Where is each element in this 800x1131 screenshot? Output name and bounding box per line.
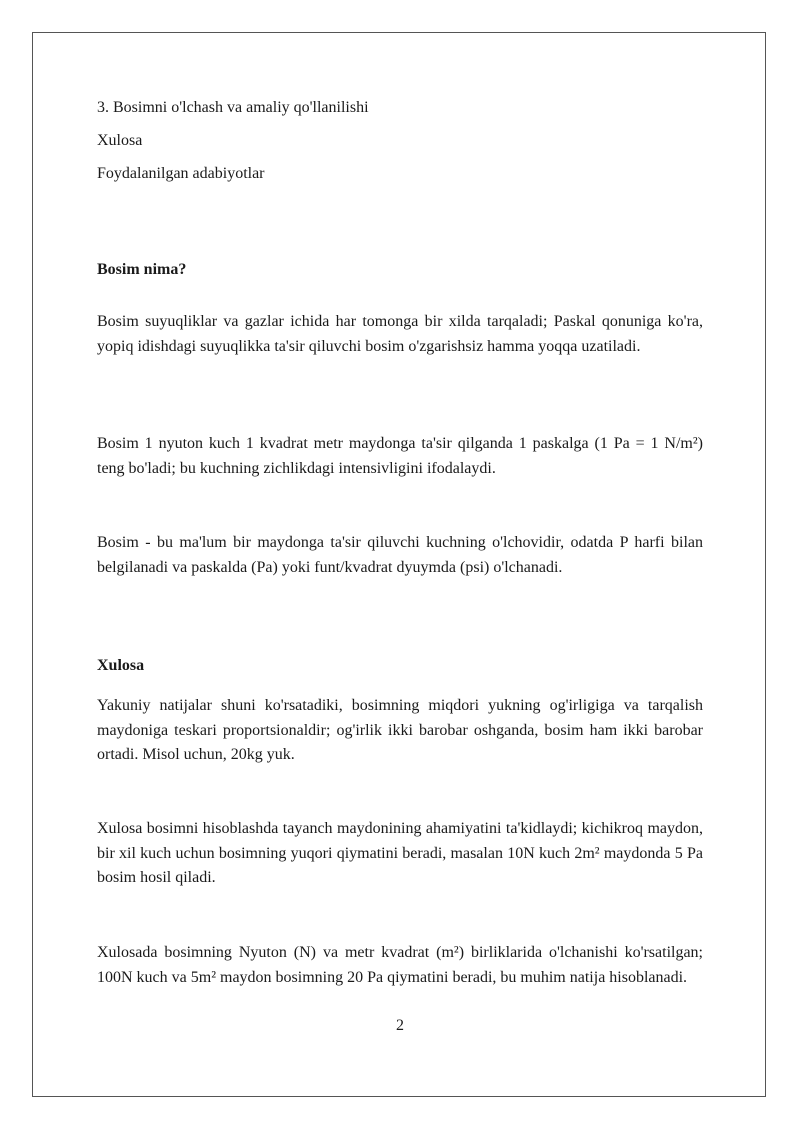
- toc-item-conclusion: Xulosa: [97, 132, 143, 149]
- paragraph-conclusion-results: Yakuniy natijalar shuni ko'rsatadiki, bosimning miqdori yukning og'irligiga va tarqalish maydoniga teskari proportsionaldir; og'irlik ikki barobar oshganda, bosim ham ikki barobar ortadi. Misol uchun, 20kg yuk.: [97, 697, 703, 763]
- paragraph-pascal-law: Bosim suyuqliklar va gazlar ichida har tomonga bir xilda tarqaladi; Paskal qonuniga ko'ra, yopiq idishdagi suyuqlikka ta'sir qiluvchi bosim o'zgarishsiz hamma yoqqa uzatiladi.: [97, 313, 703, 355]
- toc-item-measurement: 3. Bosimni o'lchash va amaliy qo'llanilishi: [97, 99, 369, 116]
- paragraph-conclusion-units: Xulosada bosimning Nyuton (N) va metr kvadrat (m²) birliklarida o'lchanishi ko'rsatilgan; 100N kuch va 5m² maydon bosimning 20 Pa qiymatini beradi, bu muhim natija hisoblanadi.: [97, 944, 703, 986]
- paragraph-pressure-definition: Bosim - bu ma'lum bir maydonga ta'sir qiluvchi kuchning o'lchovidir, odatda P harfi bilan belgilanadi va paskalda (Pa) yoki funt/kvadrat dyuymda (psi) o'lchanadi.: [97, 534, 703, 576]
- section-heading-what-is-pressure: Bosim nima?: [97, 261, 187, 278]
- paragraph-conclusion-area: Xulosa bosimni hisoblashda tayanch maydonining ahamiyatini ta'kidlaydi; kichikroq maydon, bir xil kuch uchun bosimning yuqori qiymatini beradi, masalan 10N kuch 2m² maydonda 5 Pa bosim hosil qiladi.: [97, 820, 703, 886]
- toc-item-references: Foydalanilgan adabiyotlar: [97, 165, 265, 182]
- paragraph-pascal-unit: Bosim 1 nyuton kuch 1 kvadrat metr maydonga ta'sir qilganda 1 paskalga (1 Pa = 1 N/m²) teng bo'ladi; bu kuchning zichlikdagi intensivligini ifodalaydi.: [97, 435, 703, 477]
- section-heading-conclusion: Xulosa: [97, 657, 145, 674]
- page-number: 2: [396, 1017, 404, 1034]
